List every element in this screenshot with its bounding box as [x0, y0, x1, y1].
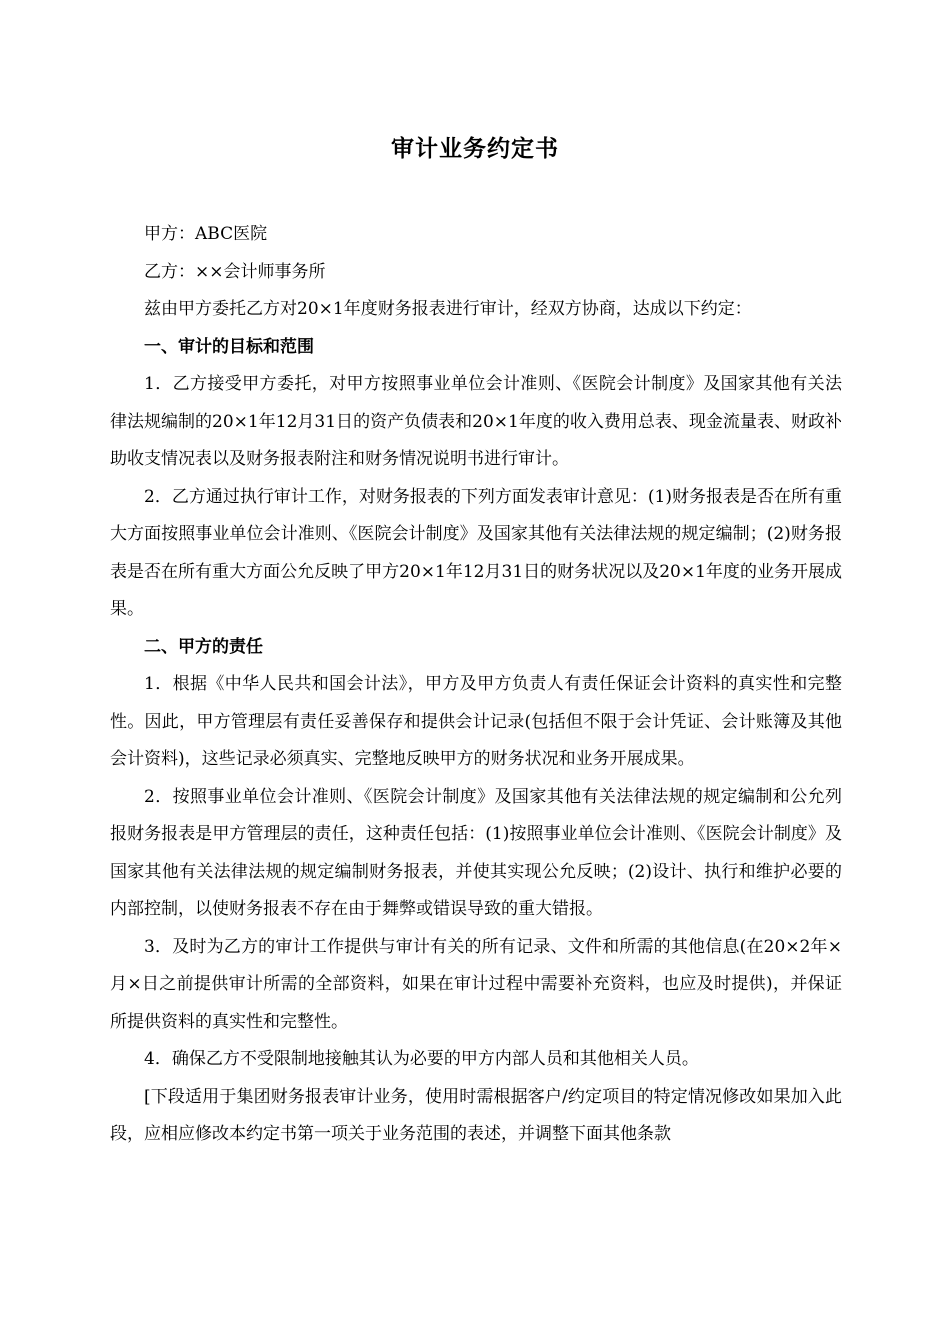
section-heading-party-a-responsibility: 二、甲方的责任 — [144, 636, 263, 657]
party-a-line: 甲方：ABC医院 — [144, 224, 268, 244]
section-heading-scope: 一、审计的目标和范围 — [144, 336, 314, 357]
section-paragraph: 2．乙方通过执行审计工作，对财务报表的下列方面发表审计意见：(1)财务报表是否在所有重大方面按照事业单位会计准则、《医院会计制度》及国家其他有关法律法规的规定编制；(2)财务报表是否在所有重大方面公允反映了甲方20×1年12月31日的财务状况以及20×1年度的业务开展成果。 — [110, 486, 842, 619]
party-b-line: 乙方：××会计师事务所 — [144, 261, 326, 282]
section-paragraph: 3．及时为乙方的审计工作提供与审计有关的所有记录、文件和所需的其他信息(在20×2年×月×日之前提供审计所需的全部资料，如果在审计过程中需要补充资料，也应及时提供)，并保证所提供资料的真实性和完整性。 — [110, 936, 842, 1032]
document-title: 审计业务约定书 — [391, 136, 559, 162]
section-paragraph: 2．按照事业单位会计准则、《医院会计制度》及国家其他有关法律法规的规定编制和公允列报财务报表是甲方管理层的责任，这种责任包括：(1)按照事业单位会计准则、《医院会计制度》及国家其他有关法律法规的规定编制财务报表，并使其实现公允反映；(2)设计、执行和维护必要的内部控制，以使财务报表不存在由于舞弊或错误导致的重大错报。 — [110, 786, 842, 919]
section-paragraph: [下段适用于集团财务报表审计业务，使用时需根据客户/约定项目的特定情况修改如果加入此段，应相应修改本约定书第一项关于业务范围的表述，并调整下面其他条款 — [110, 1086, 842, 1144]
document-body — [110, 216, 842, 1154]
intro-paragraph: 兹由甲方委托乙方对20×1年度财务报表进行审计，经双方协商，达成以下约定： — [144, 299, 752, 319]
section-paragraph: 4．确保乙方不受限制地接触其认为必要的甲方内部人员和其他相关人员。 — [144, 1049, 699, 1069]
section-paragraph: 1．乙方接受甲方委托，对甲方按照事业单位会计准则、《医院会计制度》及国家其他有关法律法规编制的20×1年12月31日的资产负债表和20×1年度的收入费用总表、现金流量表、财政补助收支情况表以及财务报表附注和财务情况说明书进行审计。 — [110, 374, 842, 469]
section-paragraph: 1．根据《中华人民共和国会计法》，甲方及甲方负责人有责任保证会计资料的真实性和完整性。因此，甲方管理层有责任妥善保存和提供会计记录(包括但不限于会计凭证、会计账簿及其他会计资料)，这些记录必须真实、完整地反映甲方的财务状况和业务开展成果。 — [110, 674, 842, 769]
